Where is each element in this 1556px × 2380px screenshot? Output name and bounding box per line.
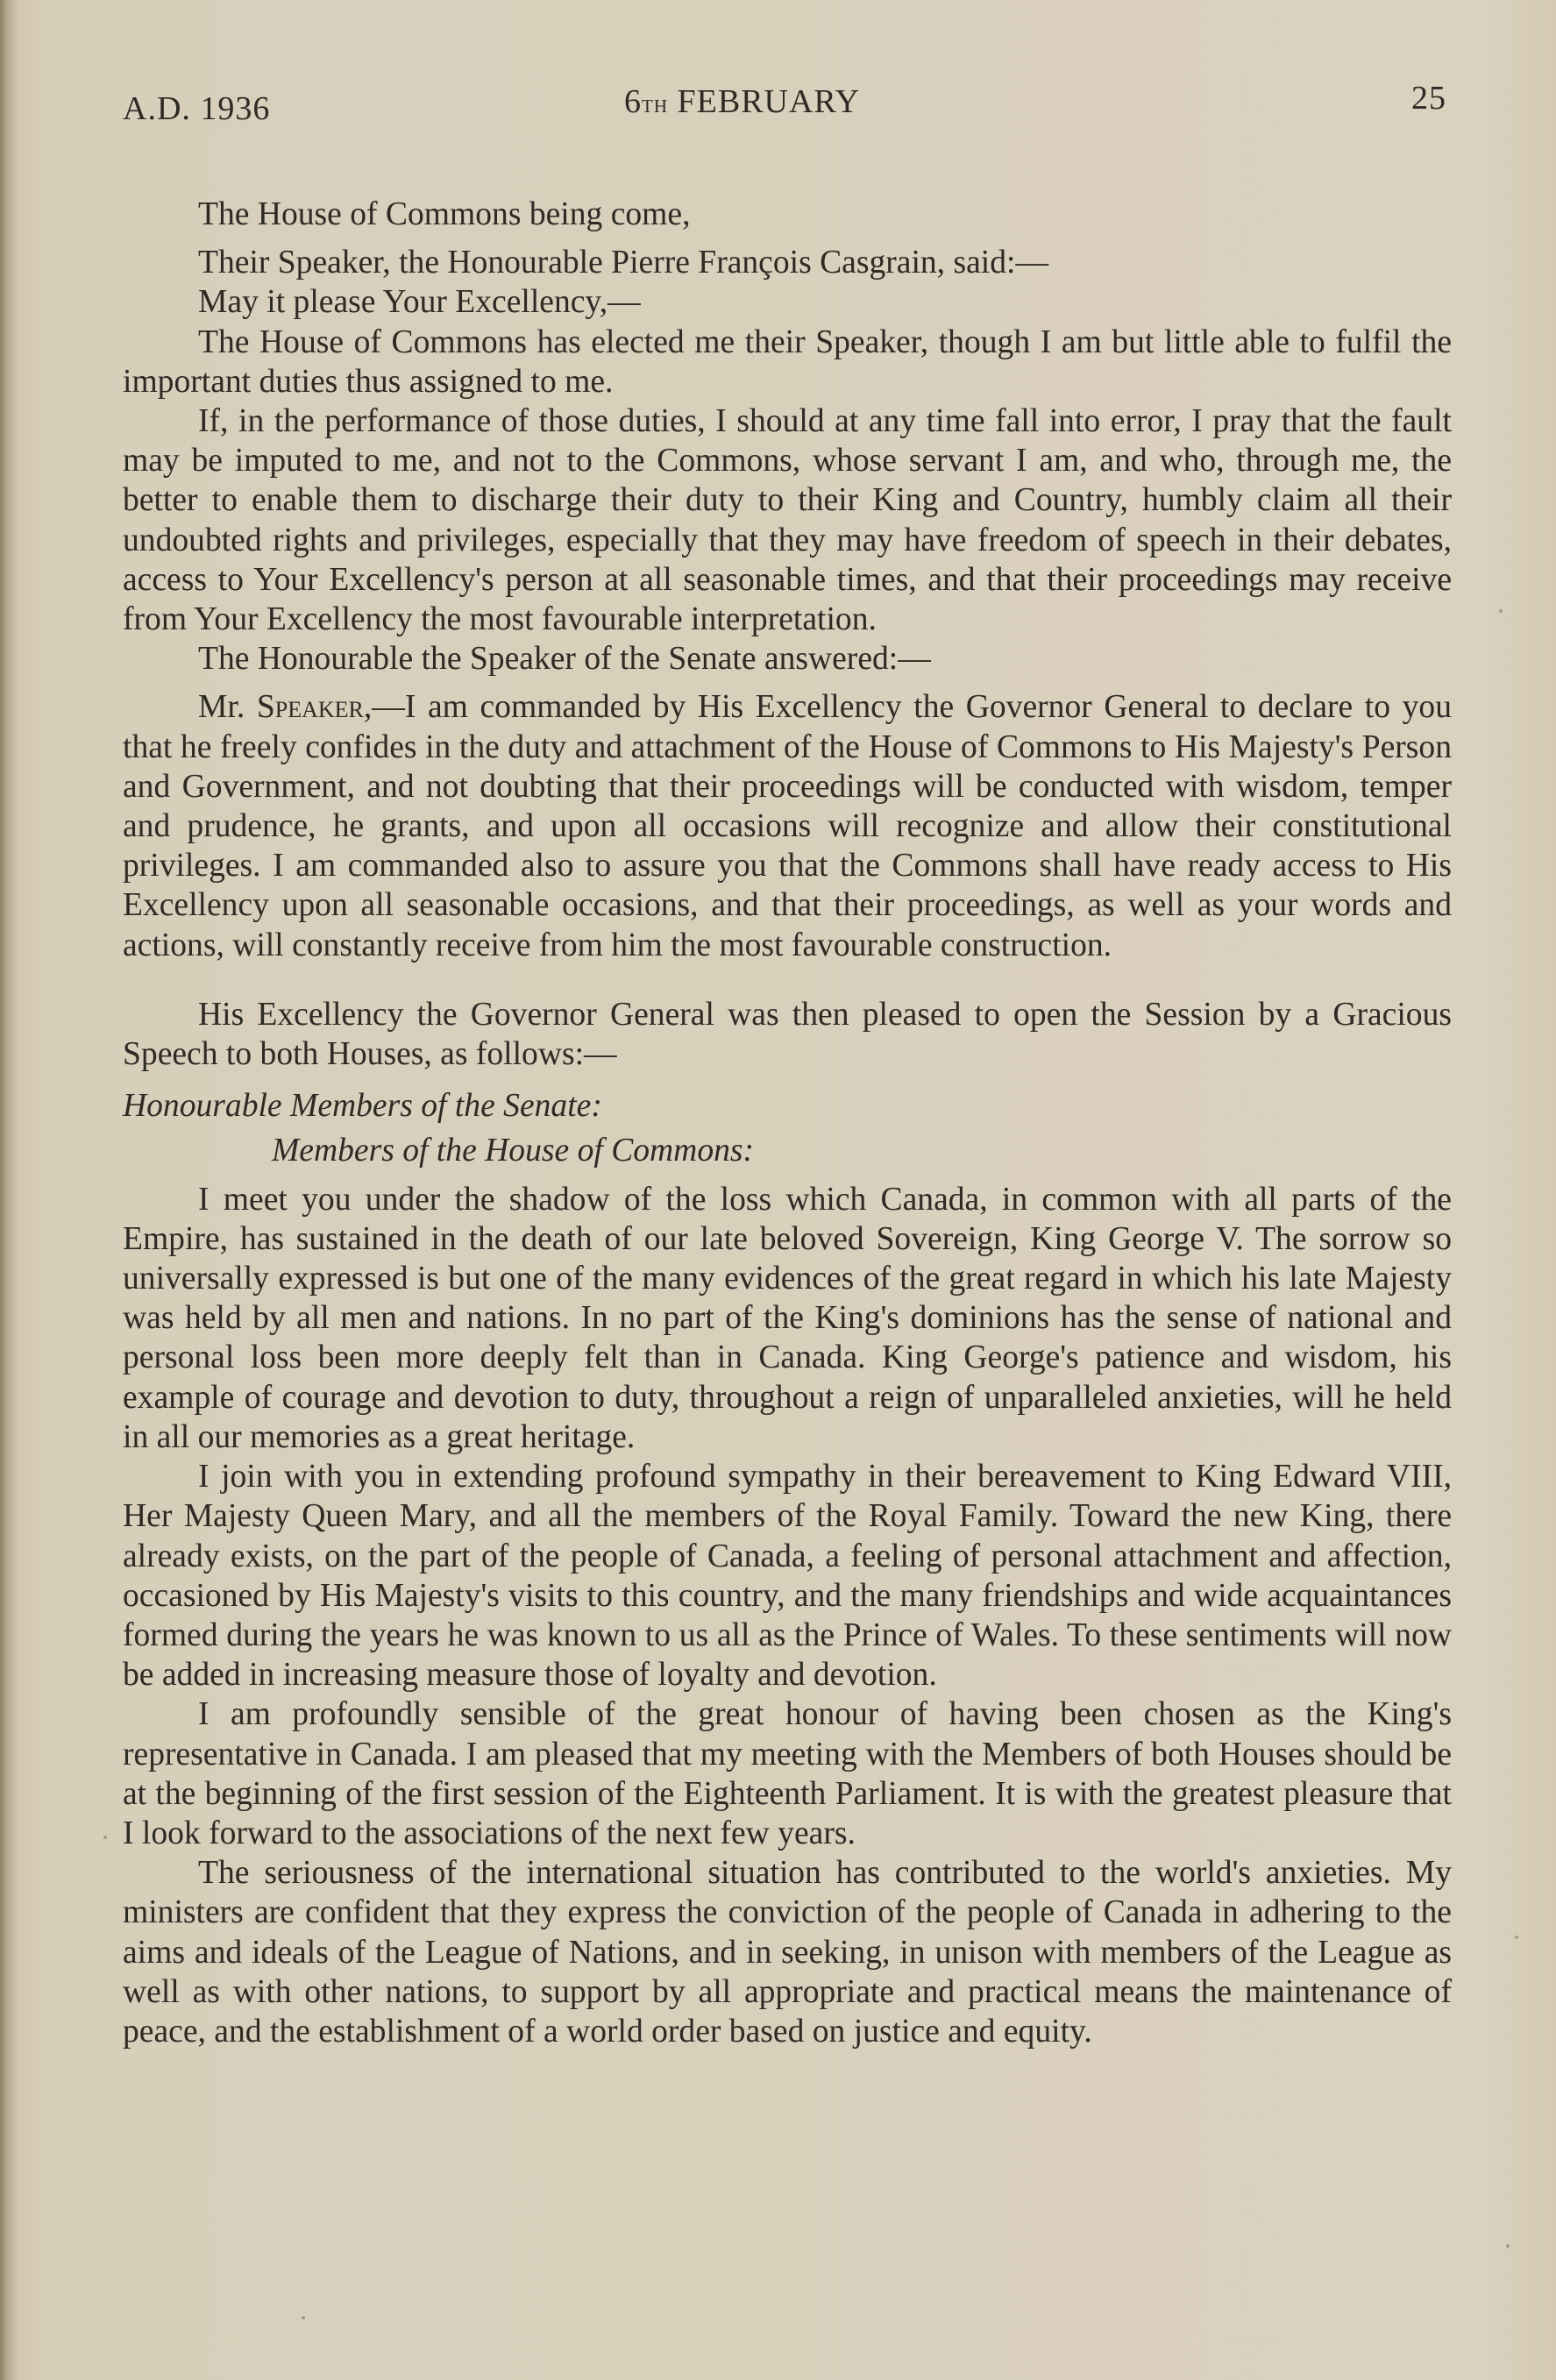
header-date-day: 6 bbox=[624, 83, 642, 120]
paragraph-performance-duties: If, in the performance of those duties, I should at any time fall into error, I pray that the fault may be imputed to me, and not to the Commons, whose servant I am, and who, through me, the better to enable them to discharge their duty to their King and Country, humbly claim all their undoubted rights and privileges, especially that they may have freedom of speech in their debates, access to Your Excellency's person at all seasonable times, and that their proceedings may receive from Your Excellency the most favourable interpretation. bbox=[123, 403, 1452, 638]
reply-speaker: Speaker bbox=[256, 689, 364, 726]
paragraph-speaker-reply bbox=[123, 687, 1452, 964]
paragraph-elected-speaker: The House of Commons has elected me their Speaker, though I am but little able to fulfil the important duties thus assigned to me. bbox=[123, 323, 1452, 400]
paragraph-representative: I am profoundly sensible of the great honour of having been chosen as the King's representative in Canada. I am pleased that my meeting with the Members of both Houses should be at the beginning of the first session of the Eighteenth Parliament. It is with the greatest pleasure that I look forward to the associations of the next few years. bbox=[123, 1696, 1452, 1851]
paragraph-speaker-said: Their Speaker, the Honourable Pierre François Casgrain, said:— bbox=[198, 245, 1049, 281]
salutation-senate: Honourable Members of the Senate: bbox=[123, 1088, 602, 1125]
paragraph-senate-answered: The Honourable the Speaker of the Senate answered:— bbox=[198, 641, 931, 678]
paragraph-international: The seriousness of the international situation has contributed to the world's anxieties. My ministers are confident that they express the conviction of the people of Canada in adhering to the aims and ideals of the League of Nations, and in seeking, in unison with members of the League as well as with other nations, to support by all appropriate and practical means the maintenance of peace, and the establishment of a world order based on justice and equity. bbox=[123, 1855, 1452, 2050]
page-body bbox=[123, 195, 1452, 2051]
paragraph-open-session: His Excellency the Governor General was then pleased to open the Session by a Gracious Speech to both Houses, as follows:— bbox=[123, 996, 1452, 1073]
paper-speck bbox=[302, 2316, 305, 2320]
reply-prefix: Mr. bbox=[198, 689, 257, 726]
page-number: 25 bbox=[1411, 80, 1446, 117]
paragraph-king-george: I meet you under the shadow of the loss which Canada, in common with all parts of the Empire, has sustained in the death of our late beloved Sovereign, King George V. The sorrow so universally expressed is but one of the many evidences of the great regard in which his late Majesty was held by all men and nations. In no part of the King's dominions has the sense of national and personal loss been more deeply felt than in Canada. King George's patience and wisdom, his example of courage and devotion to duty, throughout a reign of unparalleled anxieties, will he held in all our memories as a great heritage. bbox=[123, 1181, 1452, 1455]
paragraph-may-it-please: May it please Your Excellency,— bbox=[198, 284, 641, 321]
paper-speck bbox=[1499, 609, 1503, 613]
header-year: A.D. 1936 bbox=[123, 90, 271, 127]
header-date bbox=[624, 82, 860, 121]
reply-body: ,—I am commanded by His Excellency the Governor General to declare to you that he freely confides in the duty and attachment of the House of Commons to His Majesty's Person and Government, and not doubting that their proceedings will be conducted with wisdom, temper and prudence, he grants, and upon all occasions will recognize and allow their constitutional privileges. I am commanded also to assure you that the Commons shall have ready access to His Excellency upon all seasonable occasions, and that their proceedings, as well as your words and actions, will constantly receive from him the most favourable construction. bbox=[123, 689, 1452, 963]
paragraph-commons-come: The House of Commons being come, bbox=[198, 196, 691, 232]
salutation-commons: Members of the House of Commons: bbox=[272, 1133, 755, 1169]
header-date-suffix: th bbox=[642, 89, 668, 118]
paper-speck bbox=[1506, 2244, 1510, 2248]
page-header bbox=[123, 81, 1446, 133]
header-date-month: FEBRUARY bbox=[668, 83, 861, 120]
paper-speck bbox=[103, 1836, 107, 1839]
paragraph-king-edward: I join with you in extending profound sympathy in their bereavement to King Edward VIII, Her Majesty Queen Mary, and all the members of the Royal Family. Toward the new King, there already exists, on the part of the people of Canada, a feeling of personal attachment and affection, occasioned by His Majesty's visits to this country, and the many friendships and wide acquaintances formed during the years he was known to us all as the Prince of Wales. To these sentiments will now be added in increasing measure those of loyalty and devotion. bbox=[123, 1459, 1452, 1694]
paper-speck bbox=[1515, 1936, 1518, 1939]
